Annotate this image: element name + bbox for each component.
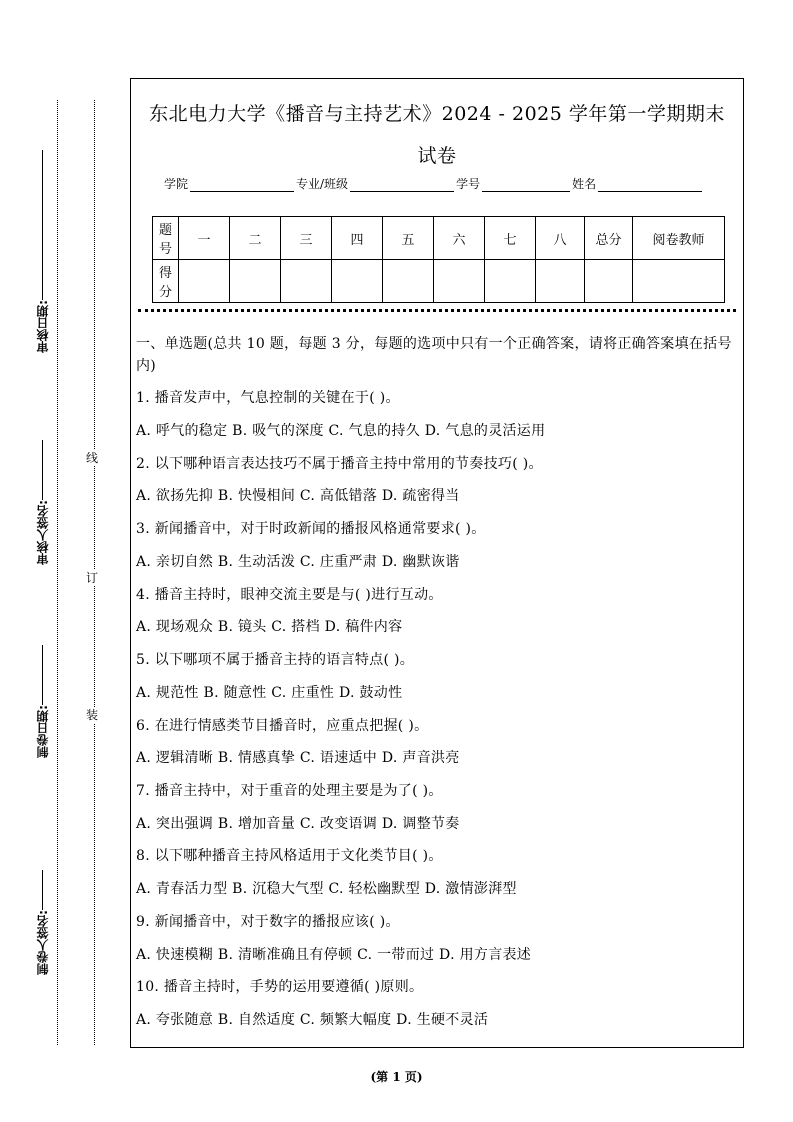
score-cell[interactable] [281, 260, 332, 303]
score-cell[interactable] [434, 260, 485, 303]
reviewer-sign-field[interactable] [29, 440, 55, 565]
score-cell[interactable] [536, 260, 585, 303]
question-4: 4. 播音主持时，眼神交流主要是与( )进行互动。 [136, 587, 443, 603]
margin-dotted-line-outer [57, 100, 58, 1045]
major-label: 专业/班级 [296, 177, 349, 191]
college-label: 学院 [164, 177, 189, 191]
cut-order-label: 订 [86, 571, 99, 585]
question-1: 1. 播音发声中，气息控制的关键在于( )。 [136, 390, 400, 406]
maker-date-label: 制卷日期: [35, 705, 50, 758]
options-5[interactable]: A. 规范性 B. 随意性 C. 庄重性 D. 鼓动性 [136, 685, 403, 701]
exam-title [131, 93, 743, 177]
score-cell[interactable] [332, 260, 383, 303]
options-7[interactable]: A. 突出强调 B. 增加音量 C. 改变语调 D. 调整节奏 [136, 816, 460, 832]
options-3[interactable]: A. 亲切自然 B. 生动活泼 C. 庄重严肃 D. 幽默诙谐 [136, 554, 460, 570]
col-header-total: 总分 [585, 217, 633, 260]
options-2[interactable]: A. 欲扬先抑 B. 快慢相间 C. 高低错落 D. 疏密得当 [136, 488, 460, 504]
score-table-score-row [153, 260, 725, 303]
col-header: 四 [332, 217, 383, 260]
student-id-label: 学号 [456, 177, 481, 191]
exam-title-line2: 试卷 [417, 145, 457, 167]
exam-title-line1: 东北电力大学《播音与主持艺术》2024 - 2025 学年第一学期期末 [149, 103, 725, 125]
reviewer-date-blank [42, 150, 43, 300]
reviewer-date-field[interactable] [29, 150, 55, 353]
question-9: 9. 新闻播音中，对于数字的播报应该( )。 [136, 914, 400, 930]
question-10: 10. 播音主持时，手势的运用要遵循( )原则。 [136, 979, 424, 995]
question-2: 2. 以下哪种语言表达技巧不属于播音主持中常用的节奏技巧( )。 [136, 456, 543, 472]
options-9[interactable]: A. 快速模糊 B. 清晰准确且有停顿 C. 一带而过 D. 用方言表述 [136, 947, 532, 963]
col-header: 五 [383, 217, 434, 260]
score-cell[interactable] [383, 260, 434, 303]
exam-frame [130, 78, 744, 1048]
name-blank[interactable] [598, 179, 702, 192]
options-10[interactable]: A. 夸张随意 B. 自然适度 C. 频繁大幅度 D. 生硬不灵活 [136, 1012, 489, 1028]
maker-sign-blank [42, 870, 43, 910]
col-header-grader: 阅卷教师 [633, 217, 725, 260]
cut-bind-label: 装 [86, 708, 99, 722]
score-cell-grader[interactable] [633, 260, 725, 303]
col-header: 一 [179, 217, 230, 260]
col-header: 六 [434, 217, 485, 260]
score-cell[interactable] [485, 260, 536, 303]
options-4[interactable]: A. 现场观众 B. 镜头 C. 搭档 D. 稿件内容 [136, 619, 403, 635]
reviewer-sign-label: 审核人签名: [35, 500, 50, 565]
question-6: 6. 在进行情感类节目播音时，应重点把握( )。 [136, 718, 429, 734]
question-3: 3. 新闻播音中，对于时政新闻的播报风格通常要求( )。 [136, 521, 486, 537]
maker-date-blank [42, 645, 43, 705]
score-cell[interactable] [230, 260, 281, 303]
options-6[interactable]: A. 逻辑清晰 B. 情感真挚 C. 语速适中 D. 声音洪亮 [136, 750, 460, 766]
score-cell-total[interactable] [585, 260, 633, 303]
cut-line-label: 线 [86, 451, 99, 465]
question-8: 8. 以下哪种播音主持风格适用于文化类节目( )。 [136, 848, 443, 864]
row-label-question-no: 题号 [153, 217, 179, 260]
score-table [152, 216, 725, 303]
college-blank[interactable] [190, 179, 294, 192]
dotted-separator [138, 309, 736, 312]
reviewer-date-label: 审核日期: [35, 300, 50, 353]
student-info-row [164, 175, 704, 192]
col-header: 三 [281, 217, 332, 260]
student-id-blank[interactable] [482, 179, 570, 192]
maker-sign-label: 制卷人签名: [35, 910, 50, 975]
reviewer-sign-blank [42, 440, 43, 500]
section-heading: 一、单选题(总共 10 题，每题 3 分，每题的选项中只有一个正确答案，请将正确答案填在括号内) [136, 336, 732, 374]
question-5: 5. 以下哪项不属于播音主持的语言特点( )。 [136, 652, 415, 668]
options-8[interactable]: A. 青春活力型 B. 沉稳大气型 C. 轻松幽默型 D. 激情澎湃型 [136, 881, 517, 897]
major-blank[interactable] [350, 179, 454, 192]
col-header: 八 [536, 217, 585, 260]
page-number: (第 1 页) [370, 1070, 423, 1084]
score-table-header-row [153, 217, 725, 260]
question-7: 7. 播音主持中，对于重音的处理主要是为了( )。 [136, 783, 443, 799]
options-1[interactable]: A. 呼气的稳定 B. 吸气的深度 C. 气息的持久 D. 气息的灵活运用 [136, 423, 546, 439]
col-header: 二 [230, 217, 281, 260]
name-label: 姓名 [572, 177, 597, 191]
row-label-score: 得分 [153, 260, 179, 303]
maker-date-field[interactable] [29, 645, 55, 758]
maker-sign-field[interactable] [29, 870, 55, 975]
score-cell[interactable] [179, 260, 230, 303]
col-header: 七 [485, 217, 536, 260]
